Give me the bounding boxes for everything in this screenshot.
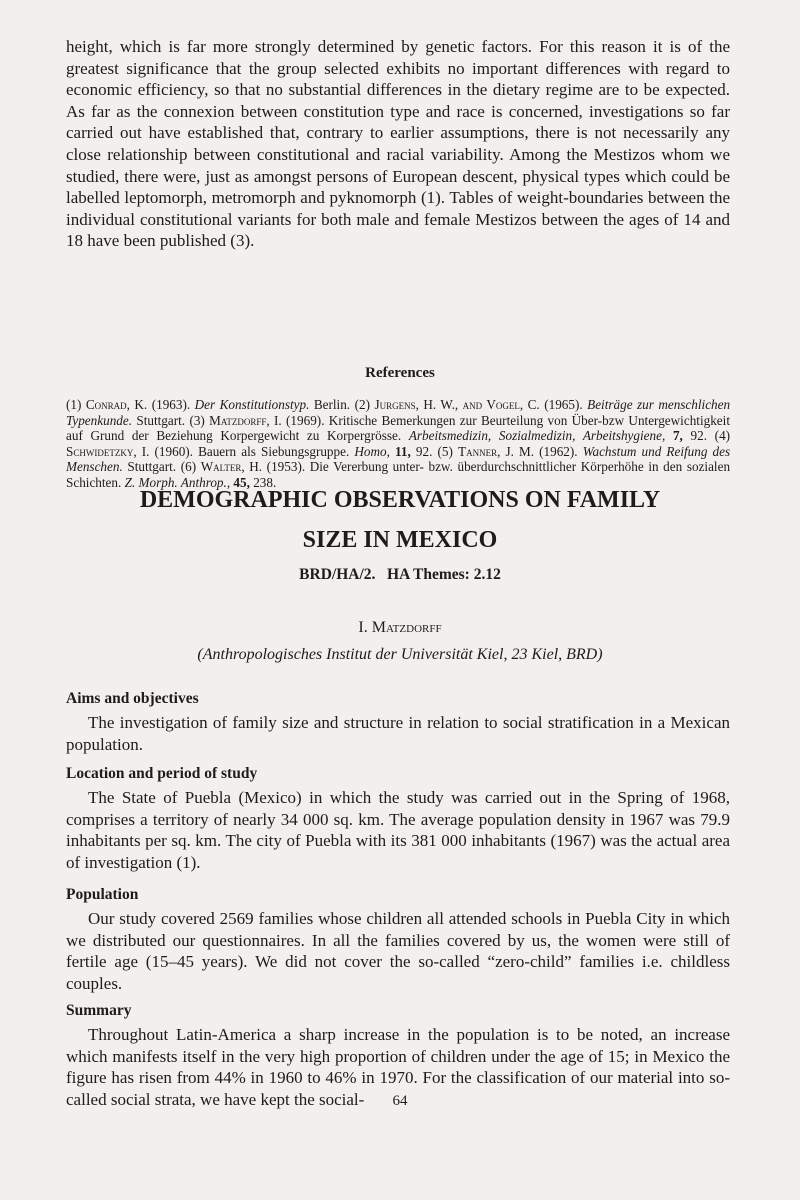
author-name: I. Matzdorff (358, 619, 442, 636)
aims-text: The investigation of family size and structure in relation to social stratification in a Mexican population. (66, 713, 730, 754)
page-number: 64 (392, 1093, 408, 1109)
location-heading: Location and period of study (66, 765, 258, 782)
intro-paragraph: height, which is far more strongly determined by genetic factors. For this reason it is of the greatest significance that the group selected exhibits no important differences with regard to economic efficiency, so that no substantial differences in the dietary regime are to be expected. As far as the connexion between constitution type and race is concerned, investigations so far carried out have established that, contrary to earlier assumptions, there is not necessarily any close relationship between constitutional and racial variability. Among the Mestizos whom we studied, there were, just as amongst persons of European descent, physical types which could be labelled leptomorph, metromorph and pyknomorph (1). Tables of weight-boundaries between the individual constitutional variants for both male and female Mestizos between the ages of 14 and 18 have been published (3). (66, 37, 730, 251)
ref-6: (6) Walter, H. (1953). Die Vererbung unter- bzw. überdurchschnittlicher Körperhöhe in den sozialen Schichten. Z. Morph. Anthrop., 45, 238. (66, 459, 731, 490)
ref-5: (5) Tanner, J. M. (1962). Wachstum und Reifung des Menschen. Stuttgart. (66, 443, 731, 474)
author-affiliation: (Anthropologisches Institut der Universität Kiel, 23 Kiel, BRD) (197, 646, 603, 663)
article-code: BRD/HA/2. HA Themes: 2.12 (299, 566, 501, 583)
article-title (0, 480, 800, 560)
population-heading: Population (66, 886, 139, 903)
summary-heading: Summary (66, 1002, 132, 1019)
aims-heading: Aims and objectives (66, 690, 199, 707)
references-list (66, 397, 730, 490)
population-text: Our study covered 2569 families whose children all attended schools in Puebla City in which we distributed our questionnaires. In all the families covered by us, the women were still of fertile age (15–45 years). We did not cover the so-called “zero-child” families i.e. childless couples. (66, 909, 730, 993)
ref-3: (3) Matzdorff, I. (1969). Kritische Bemerkungen zur Beurteilung von Über-bzw Untergewichtigkeit auf Grund der Beziehung Korpergewicht zu Korpergrösse. Arbeitsmedizin, Sozialmedizin, Arbeitshygiene, 7, 92. (66, 412, 730, 443)
ref-4: (4) Schwidetzky, I. (1960). Bauern als Siebungsgruppe. Homo, 11, 92. (66, 428, 731, 459)
references-heading: References (365, 365, 435, 381)
ref-2: (2) Jurgens, H. W., and Vogel, C. (1965). Beiträge zur menschlichen Typenkunde. Stuttgart. (66, 397, 731, 428)
article-title-line-2: SIZE IN MEXICO (302, 527, 498, 553)
ref-1: (1) Conrad, K. (1963). Der Konstitutionstyp. Berlin. (66, 397, 351, 412)
article-title-line-1: DEMOGRAPHIC OBSERVATIONS ON FAMILY (139, 487, 661, 513)
location-text: The State of Puebla (Mexico) in which the study was carried out in the Spring of 1968, comprises a territory of nearly 34 000 sq. km. The average population density in 1967 was 79.9 inhabitants per sq. km. The city of Puebla with its 381 000 inhabitants (1967) was the actual area of investigation (1). (66, 788, 730, 872)
summary-text: Throughout Latin-America a sharp increase in the population is to be noted, an increase which manifests itself in the very high proportion of children under the age of 15; in Mexico the figure has risen from 44% in 1960 to 46% in 1970. For the classification of our material into so-called social strata, we have kept the social- (66, 1025, 730, 1109)
